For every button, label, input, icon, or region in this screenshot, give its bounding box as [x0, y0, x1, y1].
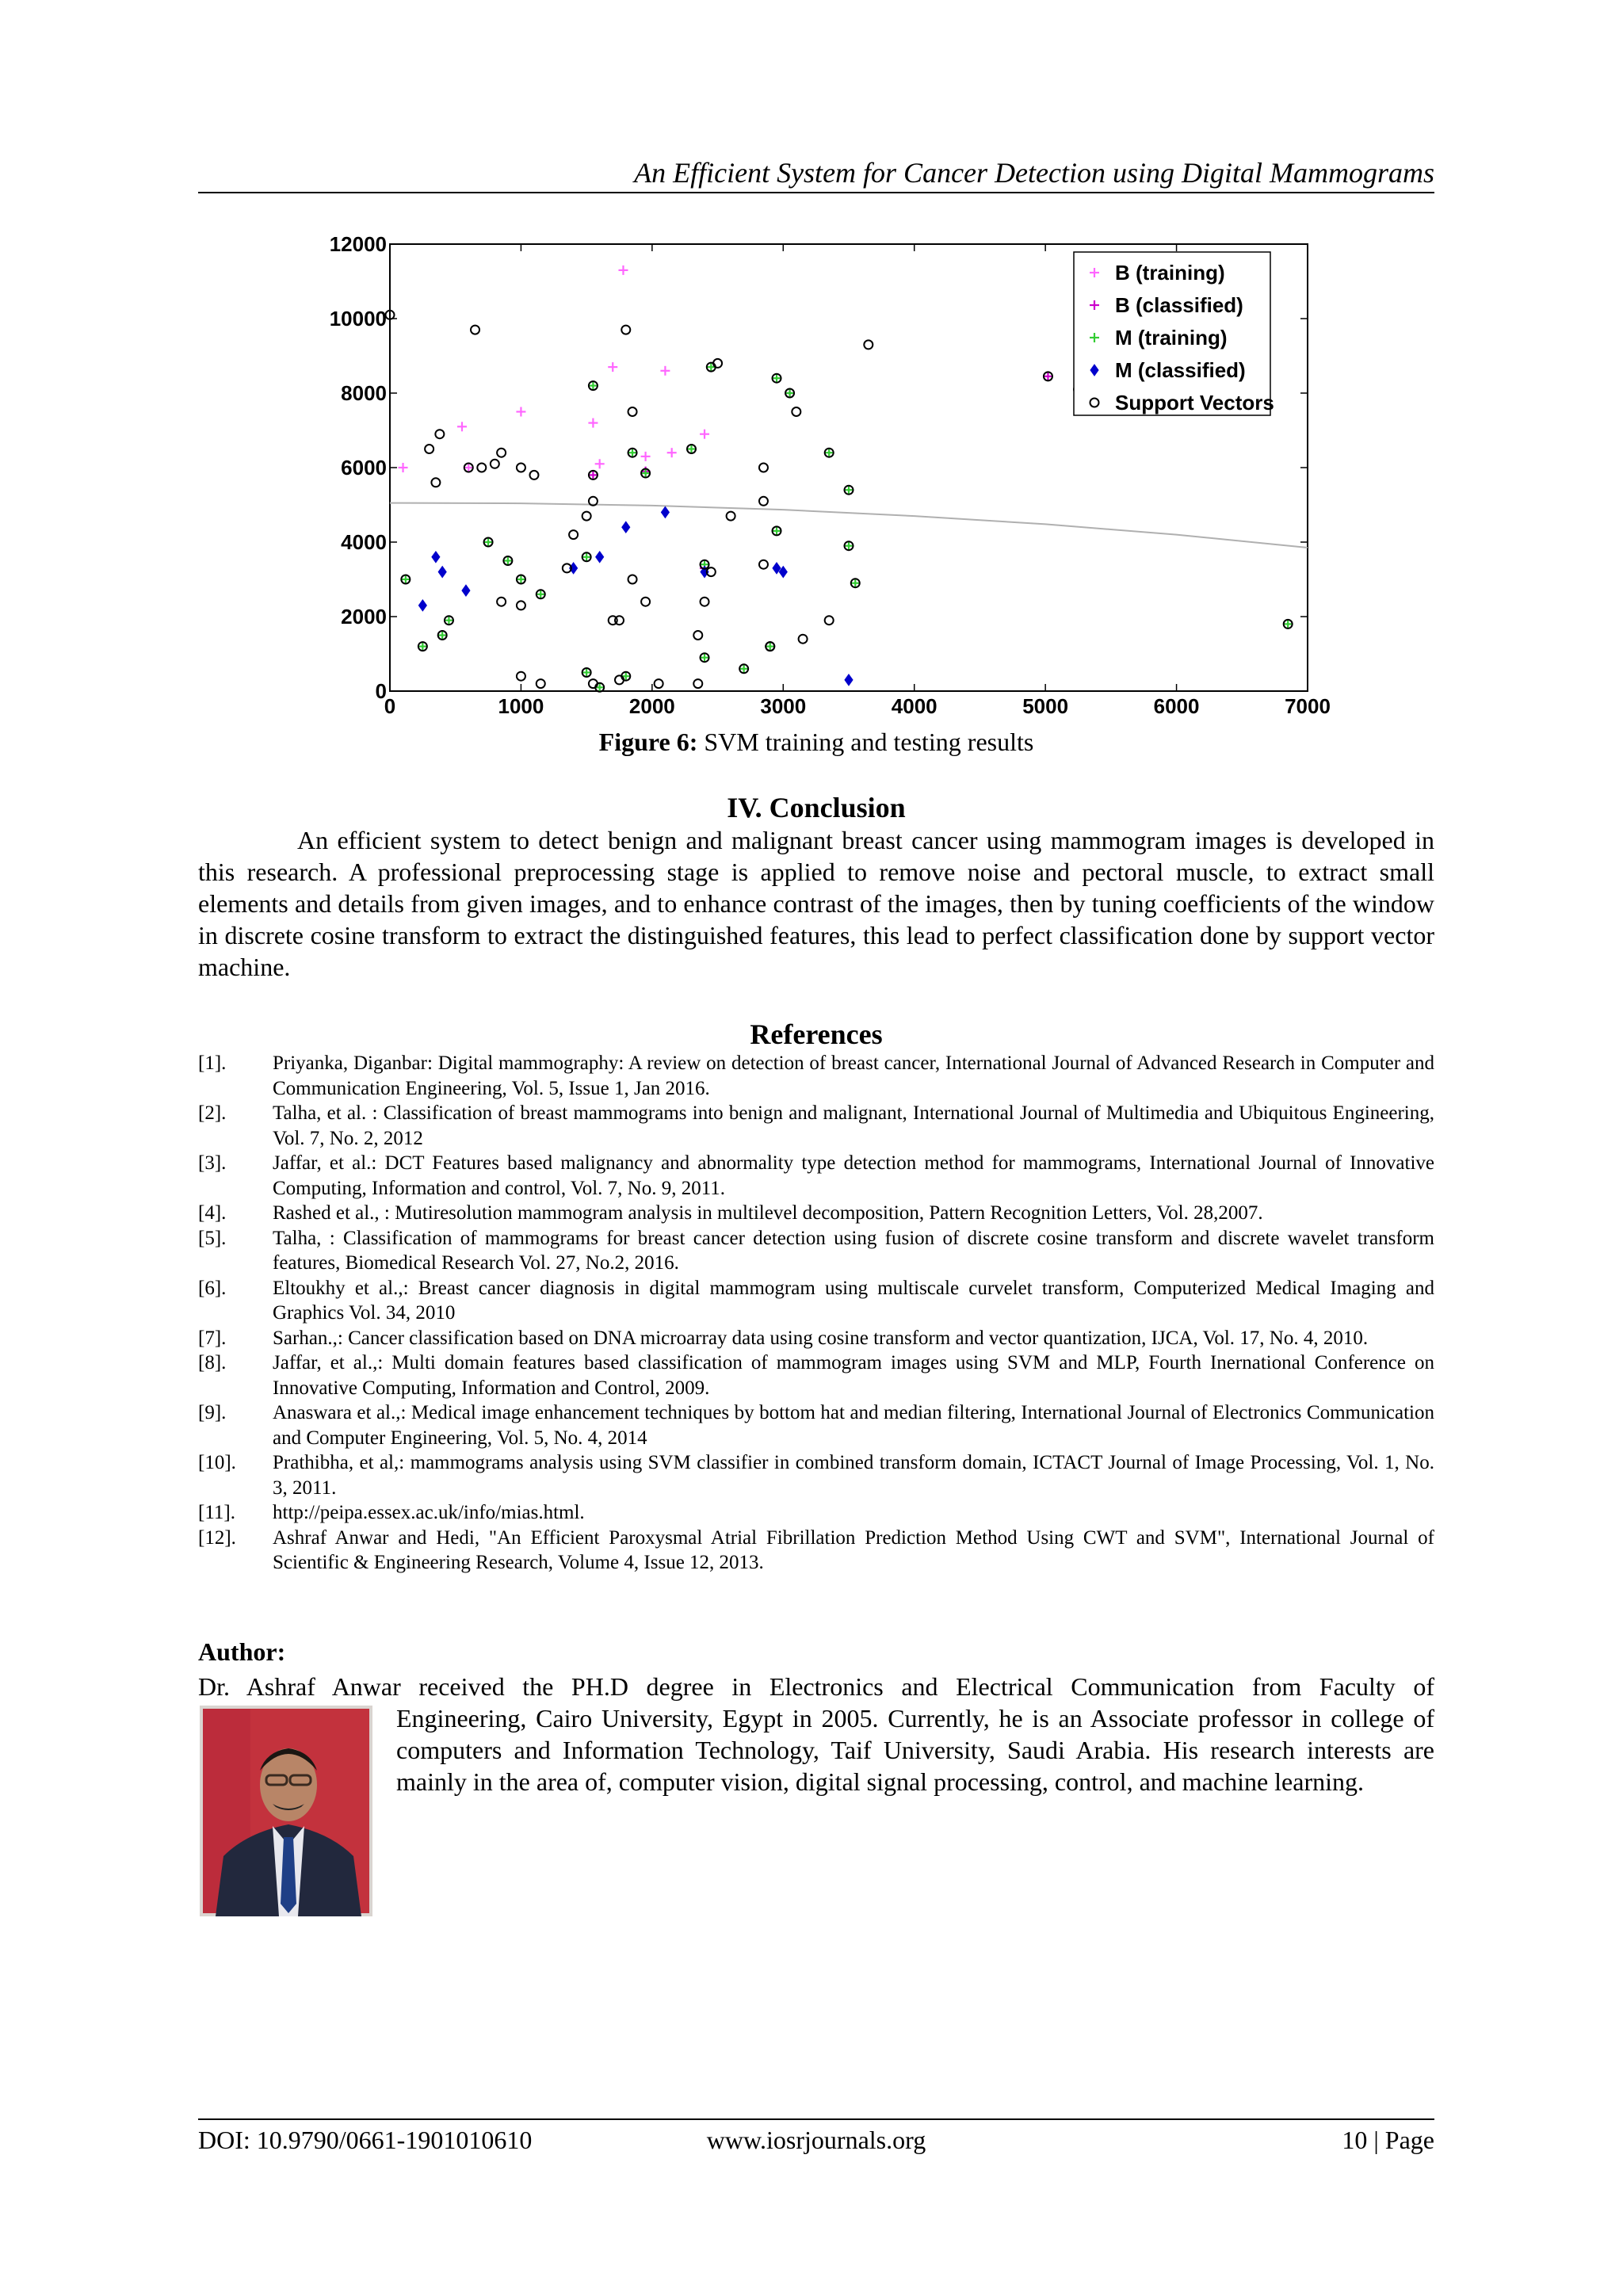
y-tick-label: 8000 — [341, 381, 387, 405]
references-list — [198, 1051, 1434, 1576]
header-rule — [198, 192, 1434, 193]
reference-item — [198, 1101, 1434, 1151]
reference-number: [9]. — [198, 1402, 227, 1423]
reference-number: [3]. — [198, 1152, 227, 1174]
reference-text: Anaswara et al.,: Medical image enhancement techniques by bottom hat and median filtering, International Journal of Electronics Communication and Computer Engineering, Vol. 5, No. 4, 2014 — [273, 1402, 1434, 1449]
legend-label: B (classified) — [1115, 293, 1243, 317]
reference-text: Ashraf Anwar and Hedi, "An Efficient Paroxysmal Atrial Fibrillation Prediction Method Using CWT and SVM", International Journal of Scientific & Engineering Research, Volume 4, Issue 12, 2013. — [273, 1526, 1434, 1573]
reference-number: [8]. — [198, 1352, 227, 1373]
reference-number: [5]. — [198, 1227, 227, 1249]
svm-scatter-chart — [317, 230, 1347, 729]
x-tick-label: 2000 — [628, 694, 675, 718]
x-tick-label: 6000 — [1153, 694, 1200, 718]
author-bio-rest: Engineering, Cairo University, Egypt in 2005. Currently, he is an Associate professor in college of computers and Information Technology, Taif University, Saudi Arabia. His research interests are mainly in the area of, computer vision, digital signal processing, control, and machine learning. — [396, 1704, 1434, 1796]
figure-caption: Figure 6: SVM training and testing results — [598, 728, 1034, 756]
x-tick-label: 0 — [384, 694, 396, 718]
footer-doi: DOI: 10.9790/0661-1901010610 — [198, 2126, 533, 2154]
reference-number: [12]. — [198, 1526, 236, 1549]
y-tick-label: 4000 — [341, 530, 387, 554]
reference-text: Sarhan.,: Cancer classification based on DNA microarray data using cosine transform and vector quantization, IJCA, Vol. 17, No. 4, 2010. — [273, 1327, 1369, 1349]
reference-item — [198, 1151, 1434, 1201]
reference-text: Eltoukhy et al.,: Breast cancer diagnosis in digital mammogram using multiscale curvelet transform, Computerized Medical Imaging and Graphics Vol. 34, 2010 — [273, 1277, 1434, 1324]
reference-item — [198, 1201, 1434, 1226]
section-title-conclusion: IV. Conclusion — [727, 792, 906, 823]
y-tick-label: 2000 — [341, 605, 387, 628]
reference-text[interactable]: http://peipa.essex.ac.uk/info/mias.html. — [273, 1502, 585, 1523]
conclusion-paragraph: An efficient system to detect benign and malignant breast cancer using mammogram images is developed in this research. A professional preprocessing stage is applied to remove noise and pectoral muscle, to extract small elements and details from given images, and to enhance contrast of the images, then by tuning coefficients of the window in discrete cosine transform to extract the distinguished features, this lead to perfect classification done by support vector machine. — [198, 826, 1434, 981]
legend-label: M (classified) — [1115, 358, 1246, 382]
author-bio-first-line: Dr. Ashraf Anwar received the PH.D degree in Electronics and Electrical Communication from Faculty of — [198, 1672, 1434, 1701]
chart-legend — [1074, 252, 1274, 415]
reference-item — [198, 1326, 1434, 1351]
y-tick-label: 0 — [375, 679, 387, 703]
reference-item — [198, 1226, 1434, 1276]
footer-rule — [198, 2118, 1434, 2120]
reference-text: Jaffar, et al.,: Multi domain features based classification of mammogram images using SVM and MLP, Fourth Inernational Conference on Innovative Computing, Information and Control, 2009. — [273, 1352, 1434, 1399]
reference-text: Talha, et al. : Classification of breast mammograms into benign and malignant, International Journal of Multimedia and Ubiquitous Engineering, Vol. 7, No. 2, 2012 — [273, 1102, 1434, 1149]
legend-label: Support Vectors — [1115, 391, 1274, 415]
reference-text: Talha, : Classification of mammograms for breast cancer detection using fusion of discrete cosine transform and discrete wavelet transform features, Biomedical Research Vol. 27, No.2, 2016. — [273, 1227, 1434, 1274]
y-tick-label: 6000 — [341, 456, 387, 479]
y-tick-label: 10000 — [329, 307, 387, 330]
legend-label: M (training) — [1115, 326, 1228, 350]
footer-site: www.iosrjournals.org — [706, 2126, 926, 2154]
reference-item — [198, 1400, 1434, 1450]
reference-number: [10]. — [198, 1452, 236, 1473]
x-tick-label: 1000 — [498, 694, 544, 718]
references-title: References — [750, 1018, 883, 1050]
reference-text: Priyanka, Diganbar: Digital mammography: A review on detection of breast cancer, International Journal of Advanced Research in Computer and Communication Engineering, Vol. 5, Issue 1, Jan 2016. — [273, 1052, 1434, 1099]
reference-text: Rashed et al., : Mutiresolution mammogram analysis in multilevel decomposition, Pattern Recognition Letters, Vol. 28,2007. — [273, 1202, 1263, 1224]
x-tick-label: 4000 — [891, 694, 938, 718]
reference-text: Jaffar, et al.: DCT Features based malignancy and abnormality type detection method for mammograms, International Journal of Innovative Computing, Information and control, Vol. 7, No. 9, 2011. — [273, 1152, 1434, 1199]
reference-number: [11]. — [198, 1502, 235, 1523]
reference-item — [198, 1051, 1434, 1101]
x-tick-label: 5000 — [1022, 694, 1069, 718]
reference-item — [198, 1526, 1434, 1576]
reference-number: [1]. — [198, 1052, 227, 1074]
y-tick-label: 12000 — [329, 232, 387, 256]
reference-item — [198, 1500, 1434, 1526]
reference-number: [7]. — [198, 1327, 227, 1349]
reference-number: [4]. — [198, 1202, 227, 1224]
x-tick-label: 7000 — [1285, 694, 1331, 718]
x-tick-label: 3000 — [760, 694, 807, 718]
reference-item — [198, 1450, 1434, 1500]
reference-number: [6]. — [198, 1277, 227, 1299]
reference-item — [198, 1276, 1434, 1326]
author-photo — [200, 1706, 372, 1916]
reference-text: Prathibha, et al,: mammograms analysis using SVM classifier in combined transform domain, ICTACT Journal of Image Processing, Vol. 1, No. 3, 2011. — [273, 1452, 1434, 1499]
legend-label: B (training) — [1115, 261, 1225, 285]
author-heading: Author: — [198, 1637, 286, 1666]
footer-page-number: 10 | Page — [1342, 2126, 1434, 2154]
reference-number: [2]. — [198, 1102, 227, 1124]
reference-item — [198, 1350, 1434, 1400]
running-header: An Efficient System for Cancer Detection using Digital Mammograms — [634, 157, 1434, 189]
